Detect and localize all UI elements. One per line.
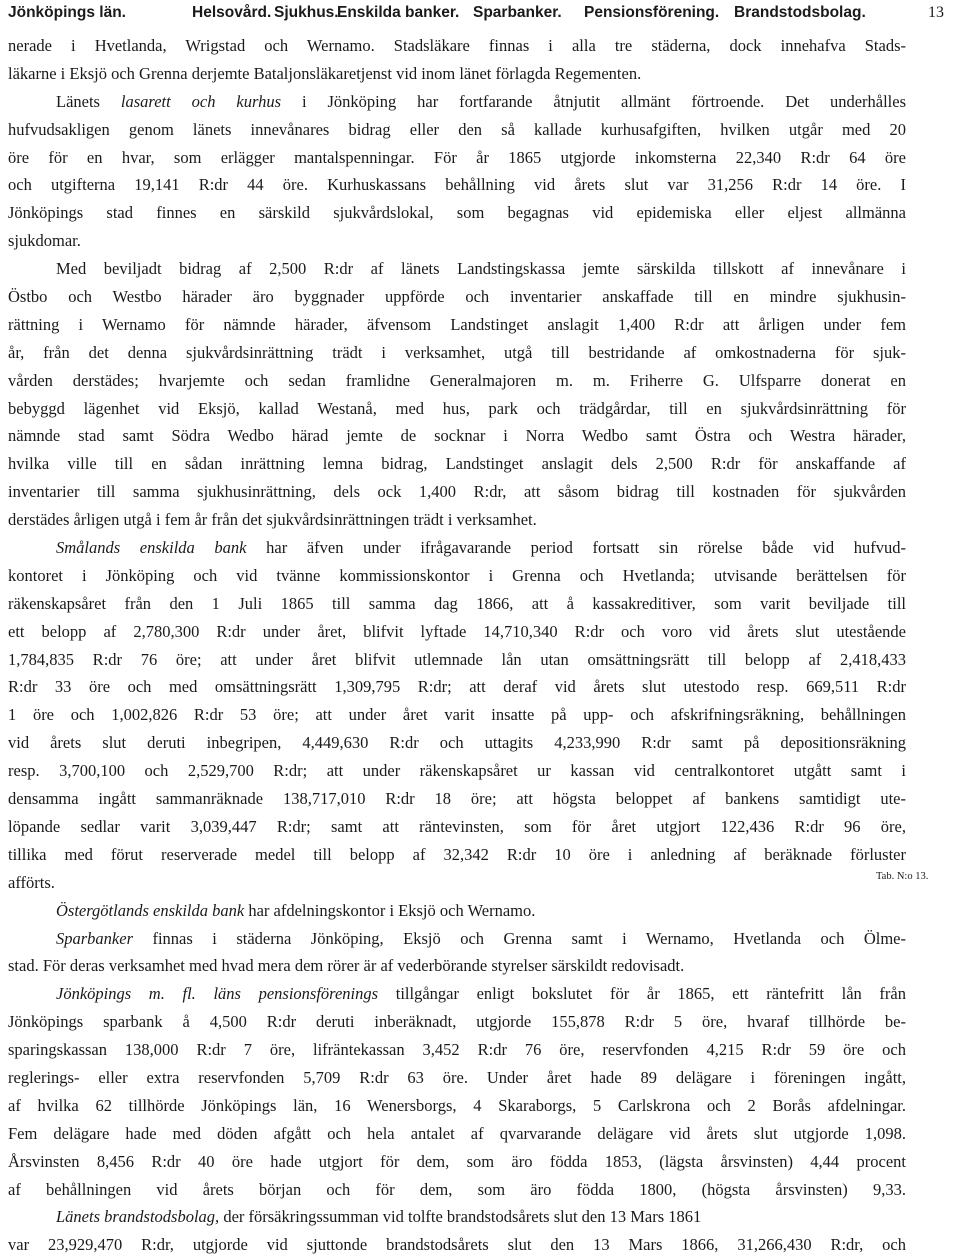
text-line: Länets brandstodsbolag, der försäkringssumman vid tolfte brandstodsårets slut den 13 Mars 1861	[56, 1207, 702, 1227]
text-line: nerade i Hvetlanda, Wrigstad och Wernamo. Stadsläkare finnas i alla tre städerna, dock innehafva Stads-	[8, 36, 906, 55]
text-line: Östergötlands enskilda bank har afdelningskontor i Eksjö och Wernamo.	[56, 900, 536, 920]
text-line: och utgifterna 19,141 R:dr 44 öre. Kurhuskassans behållning vid årets slut var 31,256 R:dr 14 öre. I	[8, 175, 906, 195]
running-header	[8, 2, 953, 28]
text-line: rättning i Wernamo för nämnde härader, äfvensom Landstinget anslagit 1,400 R:dr att årligen under fem	[8, 314, 906, 334]
text-line: Med beviljadt bidrag af 2,500 R:dr af länets Landstingskassa jemte särskilda tillskott af innevånare i	[56, 259, 906, 279]
text-line: 1 öre och 1,002,826 R:dr 53 öre; att under året varit insatte på upp- och afskrifningsräkning, behållningen	[8, 705, 906, 725]
header-item: Sjukhus.	[274, 4, 339, 21]
header-item: Enskilda banker.	[337, 4, 460, 21]
text-line: resp. 3,700,100 och 2,529,700 R:dr; att under räkenskapsåret ur kassan vid centralkontoret utgått samt i	[8, 761, 906, 781]
text-line: stad. För deras verksamhet med hvad mera dem rörer är af vederbörande styrelser särskildt redovisadt.	[8, 956, 685, 976]
text-line: löpande sedlar varit 3,039,447 R:dr; samt att räntevinsten, som för året utgjort 122,436 R:dr 96 öre,	[8, 816, 906, 836]
text-line: densamma ingått sammanräknade 138,717,010 R:dr 18 öre; att högsta beloppet af bankens samtidigt ute-	[8, 789, 906, 809]
text-line: af behållningen vid årets början och för dem, som äro födda 1800, (högsta årsvinsten) 9,33.	[8, 1179, 906, 1199]
text-line: Länets lasarett och kurhus i Jönköping har fortfarande åtnjutit allmänt förtroende. Det underhålles	[56, 91, 906, 111]
text-line: Jönköpings m. fl. läns pensionsförenings tillgångar enligt bokslutet för år 1865, ett räntefritt lån från	[56, 984, 906, 1004]
text-line: sparingskassan 138,000 R:dr 7 öre, lifräntekassan 3,452 R:dr 76 öre, reservfonden 4,215 R:dr 59 öre och	[8, 1040, 906, 1060]
text-line: kontoret i Jönköping och vid tvänne kommissionskontor i Grenna och Hvetlanda; utvisande berättelsen för	[8, 565, 906, 585]
text-line: läkarne i Eksjö och Grenna derjemte Bataljonsläkaretjenst vid inom länet förlagda Regementen.	[8, 63, 642, 83]
text-line: vid årets slut deruti inbegripen, 4,449,630 R:dr och uttagits 4,233,990 R:dr samt på depositionsräkning	[8, 733, 906, 753]
text-line: hufvudsakligen genom länets innevånares bidrag eller den så kallade kurhusafgiften, hvilken utgår med 20	[8, 119, 906, 139]
text-line: 1,784,835 R:dr 76 öre; att under året blifvit utlemnade lån utan omsättningsrätt till belopp af 2,418,433	[8, 649, 906, 669]
text-line: öre för en hvar, som erlägger mantalspenningar. För år 1865 utgjorde inkomsterna 22,340 R:dr 64 öre	[8, 147, 906, 167]
body-text	[8, 32, 906, 1259]
text-line: Fem delägare hade med döden afgått och hela antalet af qvarvarande delägare vid årets slut utgjorde 1,098.	[8, 1123, 906, 1143]
text-line: Årsvinsten 8,456 R:dr 40 öre hade utgjort för dem, som äro födda 1853, (lägsta årsvinsten) 4,44 procent	[8, 1151, 906, 1171]
text-line: R:dr 33 öre och med omsättningsrätt 1,309,795 R:dr; att deraf vid årets slut utestodo resp. 669,511 R:dr	[8, 677, 906, 697]
text-line: var 23,929,470 R:dr, utgjorde vid sjuttonde brandstodsårets slut den 13 Mars 1866, 31,266,430 R:dr, och	[8, 1235, 906, 1255]
text-line: sjukdomar.	[8, 231, 81, 251]
header-item: Brandstodsbolag.	[734, 4, 866, 21]
header-item: Sparbanker.	[473, 4, 562, 21]
text-line: hvilka ville till en sådan inrättning lemna bidrag, Landstinget anslagit dels 2,500 R:dr för anskaffande af	[8, 454, 906, 474]
text-line: Sparbanker finnas i städerna Jönköping, Eksjö och Grenna samt i Wernamo, Hvetlanda och Ölme-	[56, 928, 906, 948]
page-number: 13	[928, 4, 944, 21]
text-line: inventarier till samma sjukhusinrättning, dels ock 1,400 R:dr, att såsom bidrag till kostnaden för sjukvården	[8, 482, 906, 502]
italic-heading: Östergötlands enskilda bank	[56, 900, 245, 920]
text-line: bebyggd lägenhet vid Eksjö, kallad Westanå, med hus, park och trädgårdar, till en sjukvårdsinrättning för	[8, 398, 906, 418]
text-line: Smålands enskilda bank har äfven under ifrågavarande period fortsatt sin rörelse både vid hufvud-	[56, 538, 906, 558]
text-line: tillika med förut reserverade medel till belopp af 32,342 R:dr 10 öre i anledning af beräknade förluster	[8, 844, 906, 864]
italic-heading: Smålands enskilda bank	[56, 538, 247, 558]
text-line: Jönköpings sparbank å 4,500 R:dr deruti inberäknadt, utgjorde 155,878 R:dr 5 öre, hvaraf tillhörde be-	[8, 1012, 906, 1032]
header-item: Jönköpings län.	[8, 4, 126, 21]
text-line: Östbo och Westbo härader äro byggnader uppförde och inventarier anskaffade till en mindre sjukhusin-	[8, 287, 906, 307]
header-item: Pensionsförening.	[584, 4, 720, 21]
text-line: vården derstädes; hvarjemte och sedan framlidne Generalmajoren m. m. Friherre G. Ulfsparre donerat en	[8, 370, 906, 390]
text-line: ett belopp af 2,780,300 R:dr under året, blifvit lyftade 14,710,340 R:dr och voro vid årets slut utestående	[8, 621, 906, 641]
text-line: afförts.	[8, 872, 55, 892]
header-item: Helsovård.	[192, 4, 272, 21]
italic-heading: lasarett och kurhus	[120, 91, 282, 111]
text-line: Jönköpings stad finnes en särskild sjukvårdslokal, som begagnas vid epidemiska eller eljest allmänna	[8, 203, 906, 223]
text-line: räkenskapsåret från den 1 Juli 1865 till samma dag 1866, att å kassakreditiver, som varit beviljade till	[8, 593, 906, 613]
italic-heading: Jönköpings m. fl. läns pensionsförenings	[56, 984, 379, 1004]
text-line: af hvilka 62 tillhörde Jönköpings län, 16 Wenersborgs, 4 Skaraborgs, 5 Carlskrona och 2 Borås afdelningar.	[8, 1095, 906, 1115]
text-line: nämnde stad samt Södra Wedbo härad jemte de socknar i Norra Wedbo samt Östra och Westra härader,	[8, 426, 906, 446]
margin-note: Tab. N:o 13.	[876, 871, 929, 882]
text-line: reglerings- eller extra reservfonden 5,709 R:dr 63 öre. Under året hade 89 delägare i föreningen ingått,	[8, 1067, 906, 1087]
italic-heading: Sparbanker	[56, 928, 133, 948]
italic-heading: Länets brandstodsbolag,	[56, 1207, 220, 1227]
text-line: derstädes årligen utgå i fem år från det sjukvårdsinrättningen trädt i verksamhet.	[8, 510, 537, 530]
text-line: år, från det denna sjukvårdsinrättning trädt i verksamhet, utgå till bestridande af omkostnaderna för sjuk-	[8, 342, 906, 362]
